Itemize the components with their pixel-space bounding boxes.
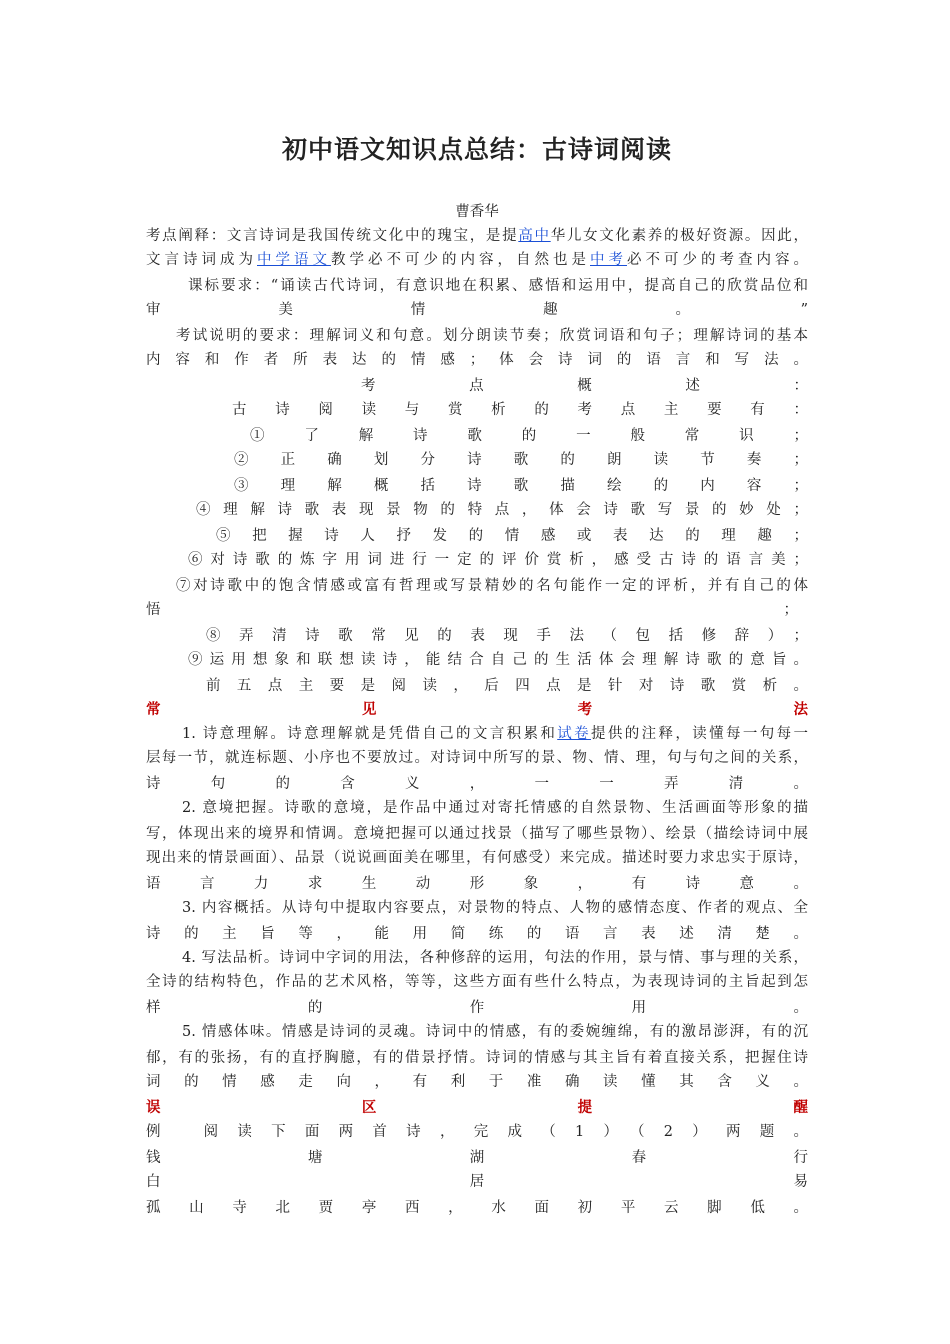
- link-zhongxue-yuwen[interactable]: 中学语文: [257, 252, 331, 268]
- overview-title: 考 点 概 述 ：: [361, 378, 808, 394]
- method-5-line-1: 5. 情感体味。情感是诗词的灵魂。诗词中的情感，有的委婉缠绵，有的激昂澎湃，有的沉: [182, 1024, 808, 1040]
- link-gaozhong[interactable]: 高中: [518, 228, 551, 244]
- exam-line-2: 内容和作者所表达的情感；体会诗词的语言和写法。: [146, 352, 808, 368]
- page-title: 初中语文知识点总结：古诗词阅读: [281, 135, 672, 164]
- author: 曹香华: [455, 204, 499, 220]
- method-3-line-1: 3. 内容概括。从诗句中提取内容要点，对景物的特点、人物的感情态度、作者的观点、全: [182, 900, 808, 916]
- method-2-line-4: 语言力求生动形象，有诗意。: [146, 876, 808, 892]
- method-4-line-1: 4. 写法品析。诗词中字词的用法，各种修辞的运用，句法的作用，景与情、事与理的关系，: [182, 950, 808, 966]
- method-5-line-2: 郁，有的张扬，有的直抒胸臆，有的借景抒情。诗词的情感与其主旨有着直接关系，把握住诗: [146, 1050, 808, 1066]
- curriculum-line-2: 审 美 情 趣 。 ”: [146, 302, 808, 318]
- point-8: ⑧弄清诗歌常见的表现手法（包括修辞）；: [206, 628, 808, 644]
- point-3: ③理解概括诗歌描绘的内容；: [234, 478, 808, 494]
- intro-line-2: 文言诗词成为中学语文教学必不可少的内容，自然也是中考必不可少的考查内容。: [146, 252, 808, 268]
- point-9: ⑨运用想象和联想读诗，能结合自己的生活体会理解诗歌的意旨。: [188, 652, 808, 668]
- method-2-line-2: 写，体现出来的境界和情调。意境把握可以通过找景（描写了哪些景物）、绘景（描绘诗词中展: [146, 826, 808, 842]
- point-7-line-1: ⑦对诗歌中的饱含情感或富有哲理或写景精妙的名句能作一定的评析，并有自己的体: [176, 578, 808, 594]
- point-1: ①了解诗歌的一般常识；: [250, 428, 808, 444]
- poem-line-1: 孤山寺北贾亭西，水面初平云脚低。: [146, 1200, 808, 1216]
- method-5-line-3: 词的情感走向，有利于准确读懂其含义。: [146, 1074, 808, 1090]
- method-4-line-2: 全诗的结构特色，作品的艺术风格，等等，这些方面有些什么特点，为表现诗词的主旨起到怎: [146, 974, 808, 990]
- link-shijuan[interactable]: 试卷: [557, 726, 591, 742]
- intro-line-1: 考点阐释：文言诗词是我国传统文化中的瑰宝，是提高中华儿女文化素养的极好资源。因此，: [146, 228, 808, 244]
- summary: 前五点主要是阅读，后四点是针对诗歌赏析。: [206, 678, 808, 694]
- method-1-line-1: 1. 诗意理解。诗意理解就是凭借自己的文言积累和试卷提供的注释，读懂每一句每一: [182, 726, 808, 742]
- mistakes-heading: 误 区 提 醒: [146, 1099, 808, 1116]
- exam-line-1: 考试说明的要求：理解词义和句意。划分朗读节奏；欣赏词语和句子；理解诗词的基本: [176, 328, 808, 344]
- method-2-line-1: 2. 意境把握。诗歌的意境，是作品中通过对寄托情感的自然景物、生活画面等形象的描: [182, 800, 808, 816]
- poem-author: 白 居 易: [146, 1174, 808, 1190]
- point-7-line-2: 悟 ；: [146, 602, 798, 618]
- point-5: ⑤把握诗人抒发的情感或表达的理趣；: [216, 528, 808, 544]
- example-line: 例 阅读下面两首诗，完成（1）（2）两题。: [146, 1124, 808, 1140]
- method-2-line-3: 现出来的情景画面）、品景（说说画面美在哪里，有何感受）来完成。描述时要力求忠实于原诗，: [146, 850, 808, 866]
- method-4-line-3: 样的作用。: [146, 1000, 808, 1016]
- point-2: ②正确划分诗歌的朗读节奏；: [234, 452, 808, 468]
- overview-intro: 古诗阅读与赏析的考点主要有：: [232, 402, 808, 418]
- point-6: ⑥对诗歌的炼字用词进行一定的评价赏析，感受古诗的语言美；: [188, 552, 808, 568]
- curriculum-line-1: 课标要求：“诵读古代诗词，有意识地在积累、感悟和运用中，提高自己的欣赏品位和: [188, 278, 808, 294]
- link-zhongkao[interactable]: 中考: [590, 252, 627, 268]
- method-1-line-2: 层每一节，就连标题、小序也不要放过。对诗词中所写的景、物、情、理，句与句之间的关系，: [146, 750, 808, 766]
- method-3-line-2: 诗的主旨等，能用简练的语言表述清楚。: [146, 926, 808, 942]
- method-1-line-3: 诗句的含义，一一弄清。: [146, 776, 808, 792]
- methods-heading: 常 见 考 法: [146, 701, 808, 718]
- poem-title: 钱 塘 湖 春 行: [146, 1150, 808, 1166]
- point-4: ④理解诗歌表现景物的特点，体会诗歌写景的妙处；: [196, 502, 808, 518]
